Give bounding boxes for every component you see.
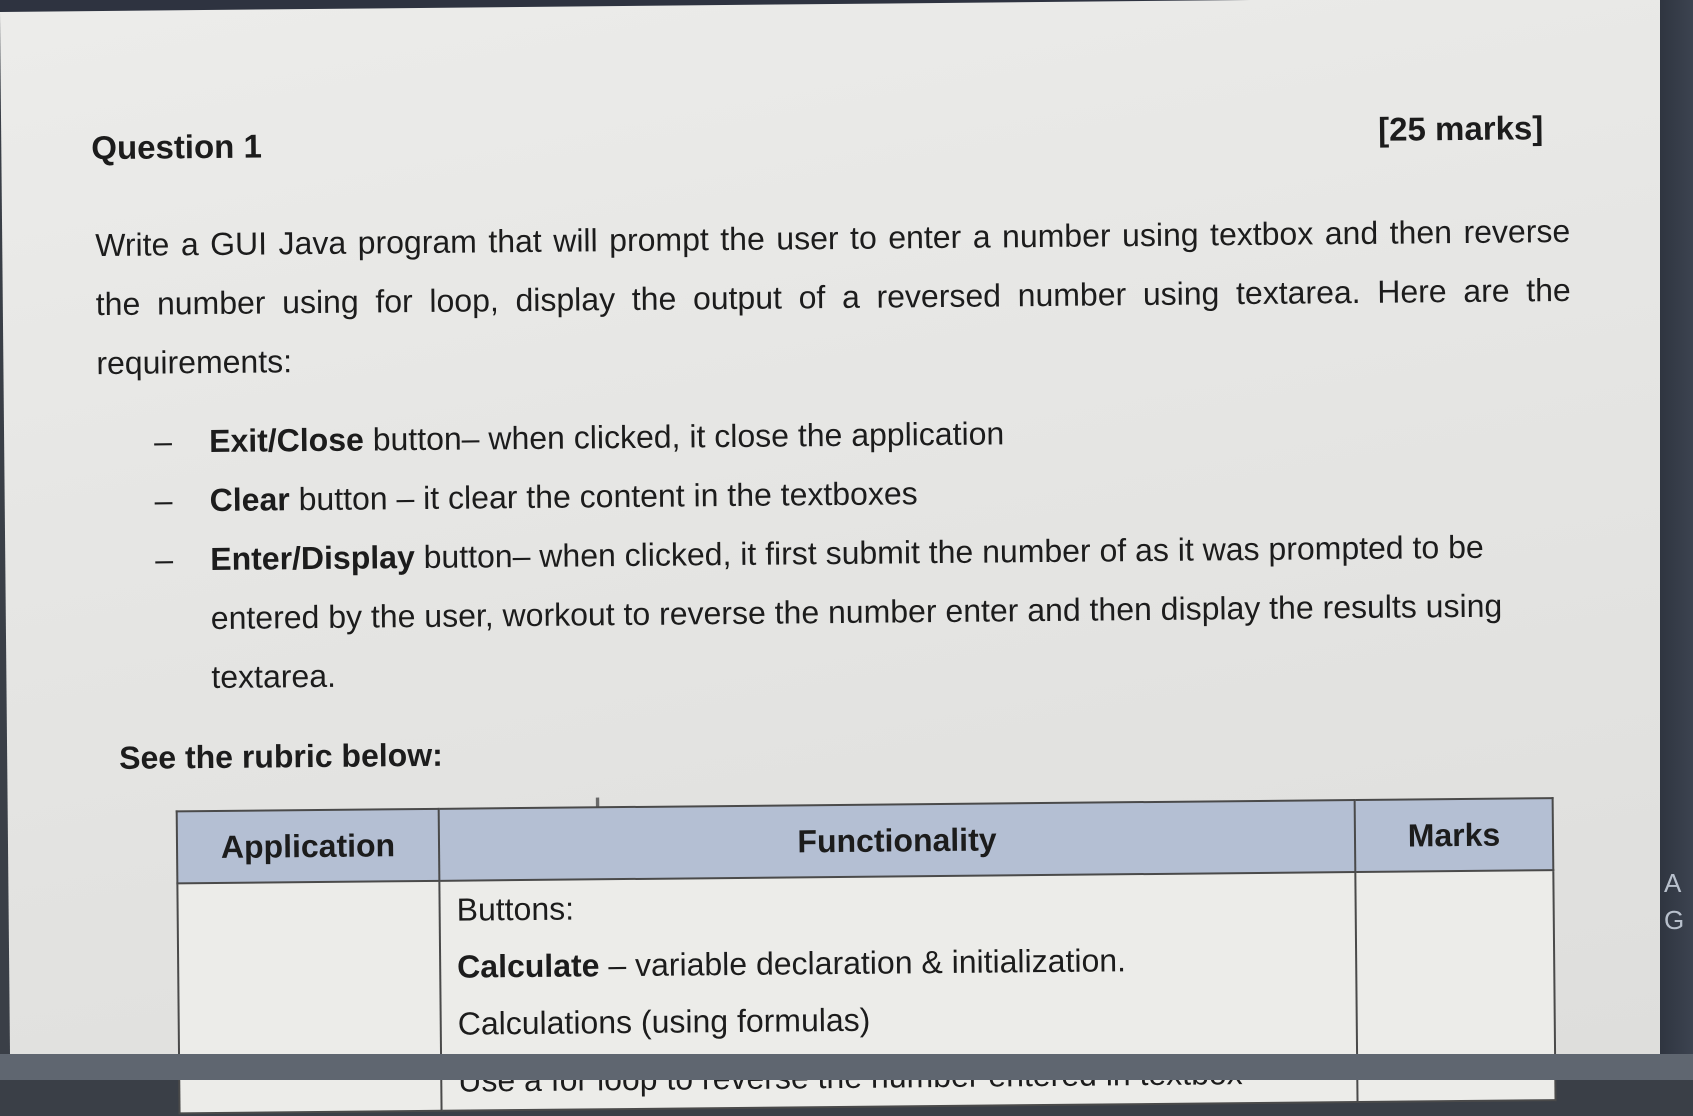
- question-marks: [25 marks]: [1378, 109, 1543, 149]
- functionality-line: [440, 873, 1355, 939]
- functionality-bold: Calculate: [457, 947, 600, 984]
- side-panel-edge: [1660, 0, 1693, 1080]
- requirement-bold: Clear: [210, 481, 290, 518]
- question-intro: Write a GUI Java program that will prompt the user to enter a number using textbox and then reverse the number using for loop, display the output of a reversed number using textarea. Here are the requirements:: [95, 202, 1572, 393]
- header-marks: Marks: [1355, 798, 1554, 872]
- requirement-text: button– when clicked, it close the application: [364, 415, 1005, 457]
- requirement-enter-display: [155, 517, 1577, 708]
- list-dash: –: [155, 530, 173, 589]
- functionality-text: – variable declaration & initialization.: [599, 942, 1126, 983]
- question-title: Question 1: [91, 127, 262, 167]
- screen-bottom-bar: [0, 1054, 1693, 1080]
- list-dash: –: [154, 471, 172, 530]
- header-application: Application: [177, 809, 440, 884]
- requirement-text: button– when clicked, it first submit the number of as it was prompted to be entered by the user, workout to reverse the number enter and then display the results using textarea.: [211, 529, 1503, 695]
- functionality-line: [441, 930, 1356, 996]
- functionality-text: Buttons:: [456, 891, 574, 928]
- header-functionality: Functionality: [439, 800, 1356, 881]
- side-glyph: A: [1664, 868, 1681, 899]
- requirement-bold: Enter/Display: [210, 539, 415, 577]
- rubric-title: See the rubric below:: [119, 737, 443, 777]
- requirement-text: button – it clear the content in the textboxes: [290, 475, 918, 517]
- functionality-text: Calculations (using formulas): [458, 1002, 871, 1042]
- list-dash: –: [154, 412, 172, 471]
- rubric-header-row: [177, 798, 1554, 883]
- requirements-list: [154, 399, 1577, 708]
- side-glyph: G: [1664, 905, 1684, 936]
- requirement-bold: Exit/Close: [209, 422, 364, 459]
- functionality-line: [441, 987, 1356, 1053]
